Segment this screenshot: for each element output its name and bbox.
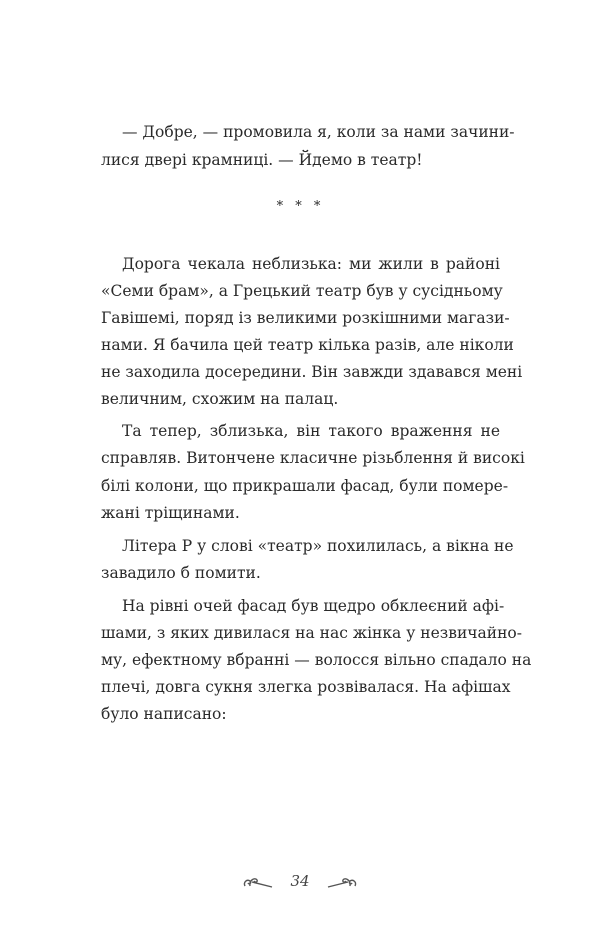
text-line: Та тепер, зблизька, він такого враження не xyxy=(122,422,500,440)
page-number: 34 xyxy=(290,872,310,890)
text-line: завадило б помити. xyxy=(101,564,261,582)
page-footer xyxy=(0,872,600,890)
text-line: лися двері крамниці. — Йдемо в театр! xyxy=(101,151,423,169)
text-line: білі колони, що прикрашали фасад, були помере- xyxy=(101,477,509,495)
text-line: На рівні очей фасад був щедро обклеєний афі- xyxy=(122,597,505,615)
text-line: Літера Р у слові «театр» похилилась, а вікна не xyxy=(122,537,514,555)
text-line: Дорога чекала неблизька: ми жили в районі xyxy=(122,255,500,273)
text-line: — Добре, — промовила я, коли за нами зачини- xyxy=(122,123,515,141)
text-line: му, ефектному вбранні — волосся вільно спадало на xyxy=(101,651,532,669)
left-flourish-icon xyxy=(242,874,276,890)
text-line: плечі, довга сукня злегка розвівалася. На афішах xyxy=(101,678,511,696)
section-break: * * * xyxy=(276,199,325,214)
text-line: справляв. Витончене класичне різьблення й високі xyxy=(101,449,525,467)
text-line: було написано: xyxy=(101,705,227,723)
text-line: Гавішемі, поряд із великими розкішними магази- xyxy=(101,309,510,327)
text-line: не заходила досередини. Він завжди здавався мені xyxy=(101,363,523,381)
text-line: жані тріщинами. xyxy=(101,504,240,522)
text-line: нами. Я бачила цей театр кілька разів, але ніколи xyxy=(101,336,514,354)
text-line: «Семи брам», а Грецький театр був у сусідньому xyxy=(101,282,503,300)
text-line: величним, схожим на палац. xyxy=(101,390,339,408)
right-flourish-icon xyxy=(324,874,358,890)
text-line: шами, з яких дивилася на нас жінка у незвичайно- xyxy=(101,624,523,642)
